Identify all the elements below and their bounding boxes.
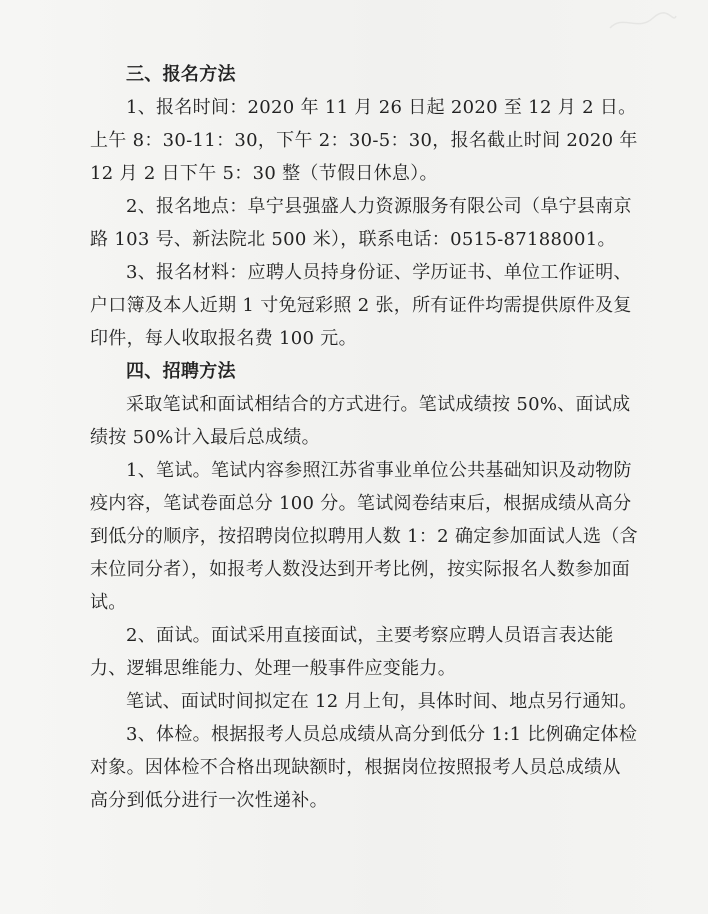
registration-location-paragraph: 2、报名地点：阜宁县强盛人力资源服务有限公司（阜宁县南京路 103 号、新法院北 500 米），联系电话：0515-87188001。 <box>90 196 632 250</box>
recruitment-overview-paragraph: 采取笔试和面试相结合的方式进行。笔试成绩按 50%、面试成绩按 50%计入最后总成绩。 <box>90 394 631 448</box>
section-heading-recruitment: 四、招聘方法 <box>126 361 236 382</box>
exam-schedule-paragraph: 笔试、面试时间拟定在 12 月上旬，具体时间、地点另行通知。 <box>126 691 638 712</box>
registration-time-paragraph: 1、报名时间：2020 年 11 月 26 日起 2020 至 12 月 2 日。上午 8：30-11：30，下午 2：30-5：30，报名截止时间 2020 年 12 月 2 日下午 5：30 整（节假日休息）。 <box>90 97 638 184</box>
interview-paragraph: 2、面试。面试采用直接面试，主要考察应聘人员语言表达能力、逻辑思维能力、处理一般事件应变能力。 <box>90 625 614 679</box>
section-heading-registration: 三、报名方法 <box>126 64 236 85</box>
written-exam-paragraph: 1、笔试。笔试内容参照江苏省事业单位公共基础知识及动物防疫内容，笔试卷面总分 100 分。笔试阅卷结束后，根据成绩从高分到低分的顺序，按招聘岗位拟聘用人数 1：2 确定参加面试人选（含末位同分者），如报考人数没达到开考比例，按实际报名人数参加面试。 <box>90 460 638 613</box>
registration-materials-paragraph: 3、报名材料：应聘人员持身份证、学历证书、单位工作证明、户口簿及本人近期 1 寸免冠彩照 2 张，所有证件均需提供原件及复印件，每人收取报名费 100 元。 <box>90 262 632 349</box>
document-body <box>90 58 638 817</box>
scan-stamp-mark <box>608 10 678 36</box>
medical-exam-paragraph: 3、体检。根据报考人员总成绩从高分到低分 1:1 比例确定体检对象。因体检不合格出现缺额时，根据岗位按照报考人员总成绩从高分到低分进行一次性递补。 <box>90 724 638 811</box>
